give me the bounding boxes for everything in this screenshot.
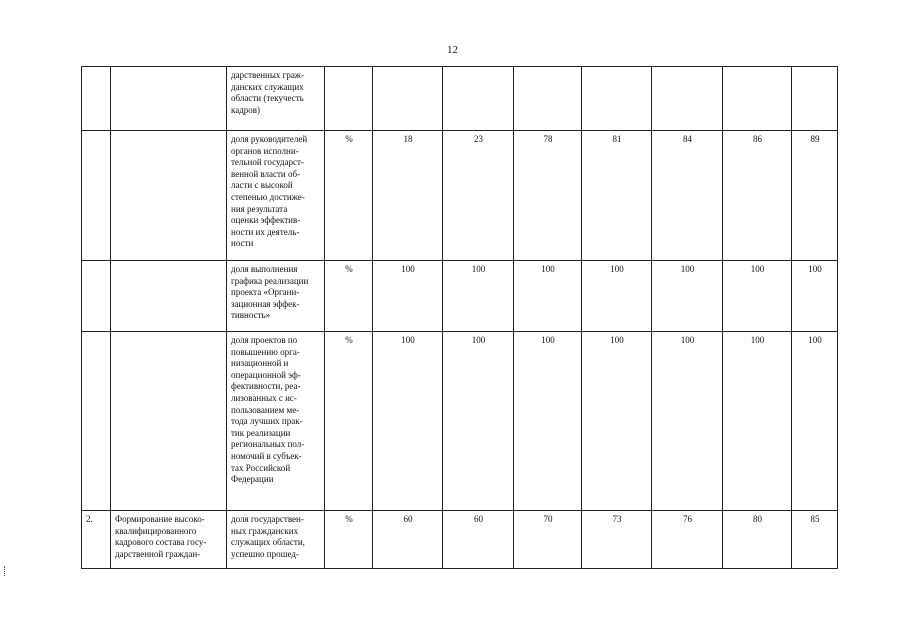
value-cell: 100 <box>443 261 514 332</box>
value-cell: 100 <box>373 332 443 511</box>
value-cell: 84 <box>652 131 723 261</box>
value-cell: 89 <box>792 131 838 261</box>
value-cell: 86 <box>723 131 792 261</box>
value-cell: 80 <box>723 511 792 569</box>
value-cell <box>723 67 792 131</box>
indicator-cell: дарственных граж- данских служащих области (текучесть кадров) <box>227 67 325 131</box>
indicator-cell: доля проектов по повышению орга- низационной и операционной эф- фективности, реа- лизованных с ис- пользованием ме- тода лучших прак- тик реализации региональных пол- номочий в субъек- тах Российской Федерации <box>227 332 325 511</box>
table-row <box>82 67 838 131</box>
value-cell: 60 <box>443 511 514 569</box>
value-cell: 18 <box>373 131 443 261</box>
task-cell <box>111 131 227 261</box>
value-cell: 78 <box>514 131 582 261</box>
row-number-cell <box>82 332 111 511</box>
unit-cell <box>325 67 373 131</box>
value-cell: 100 <box>582 261 652 332</box>
value-cell: 100 <box>373 261 443 332</box>
value-cell: 100 <box>723 332 792 511</box>
unit-cell: % <box>325 131 373 261</box>
value-cell: 100 <box>792 332 838 511</box>
value-cell <box>373 67 443 131</box>
page-number: 12 <box>447 44 458 56</box>
value-cell: 73 <box>582 511 652 569</box>
value-cell: 76 <box>652 511 723 569</box>
task-cell <box>111 67 227 131</box>
value-cell: 100 <box>723 261 792 332</box>
value-cell: 23 <box>443 131 514 261</box>
indicator-cell: доля выполнения графика реализации проекта «Органи- зационная эффек- тивность» <box>227 261 325 332</box>
value-cell: 100 <box>792 261 838 332</box>
value-cell <box>582 67 652 131</box>
task-cell <box>111 261 227 332</box>
table-row <box>82 261 838 332</box>
table-row <box>82 131 838 261</box>
value-cell: 100 <box>443 332 514 511</box>
value-cell: 100 <box>652 332 723 511</box>
value-cell: 100 <box>514 332 582 511</box>
unit-cell: % <box>325 261 373 332</box>
value-cell: 70 <box>514 511 582 569</box>
indicator-cell: доля государствен- ных гражданских служащих области, успешно прошед- <box>227 511 325 569</box>
task-cell <box>111 332 227 511</box>
value-cell <box>652 67 723 131</box>
row-number-cell <box>82 261 111 332</box>
row-number-cell <box>82 67 111 131</box>
table-row <box>82 332 838 511</box>
table-row <box>82 511 838 569</box>
value-cell: 100 <box>514 261 582 332</box>
value-cell: 85 <box>792 511 838 569</box>
indicator-cell: доля руководителей органов исполни- тельной государст- венной власти об- ласти с высокой степенью достиже- ния результата оценки эффектив- ности их деятель- ности <box>227 131 325 261</box>
value-cell: 100 <box>582 332 652 511</box>
value-cell <box>792 67 838 131</box>
value-cell <box>514 67 582 131</box>
scan-margin-mark <box>4 566 8 576</box>
value-cell: 81 <box>582 131 652 261</box>
value-cell: 60 <box>373 511 443 569</box>
value-cell <box>443 67 514 131</box>
row-number-cell: 2. <box>82 511 111 569</box>
row-number-cell <box>82 131 111 261</box>
value-cell: 100 <box>652 261 723 332</box>
unit-cell: % <box>325 511 373 569</box>
indicators-table <box>81 66 838 569</box>
unit-cell: % <box>325 332 373 511</box>
task-cell: Формирование высоко- квалифицированного кадрового состава госу- дарственной граждан- <box>111 511 227 569</box>
